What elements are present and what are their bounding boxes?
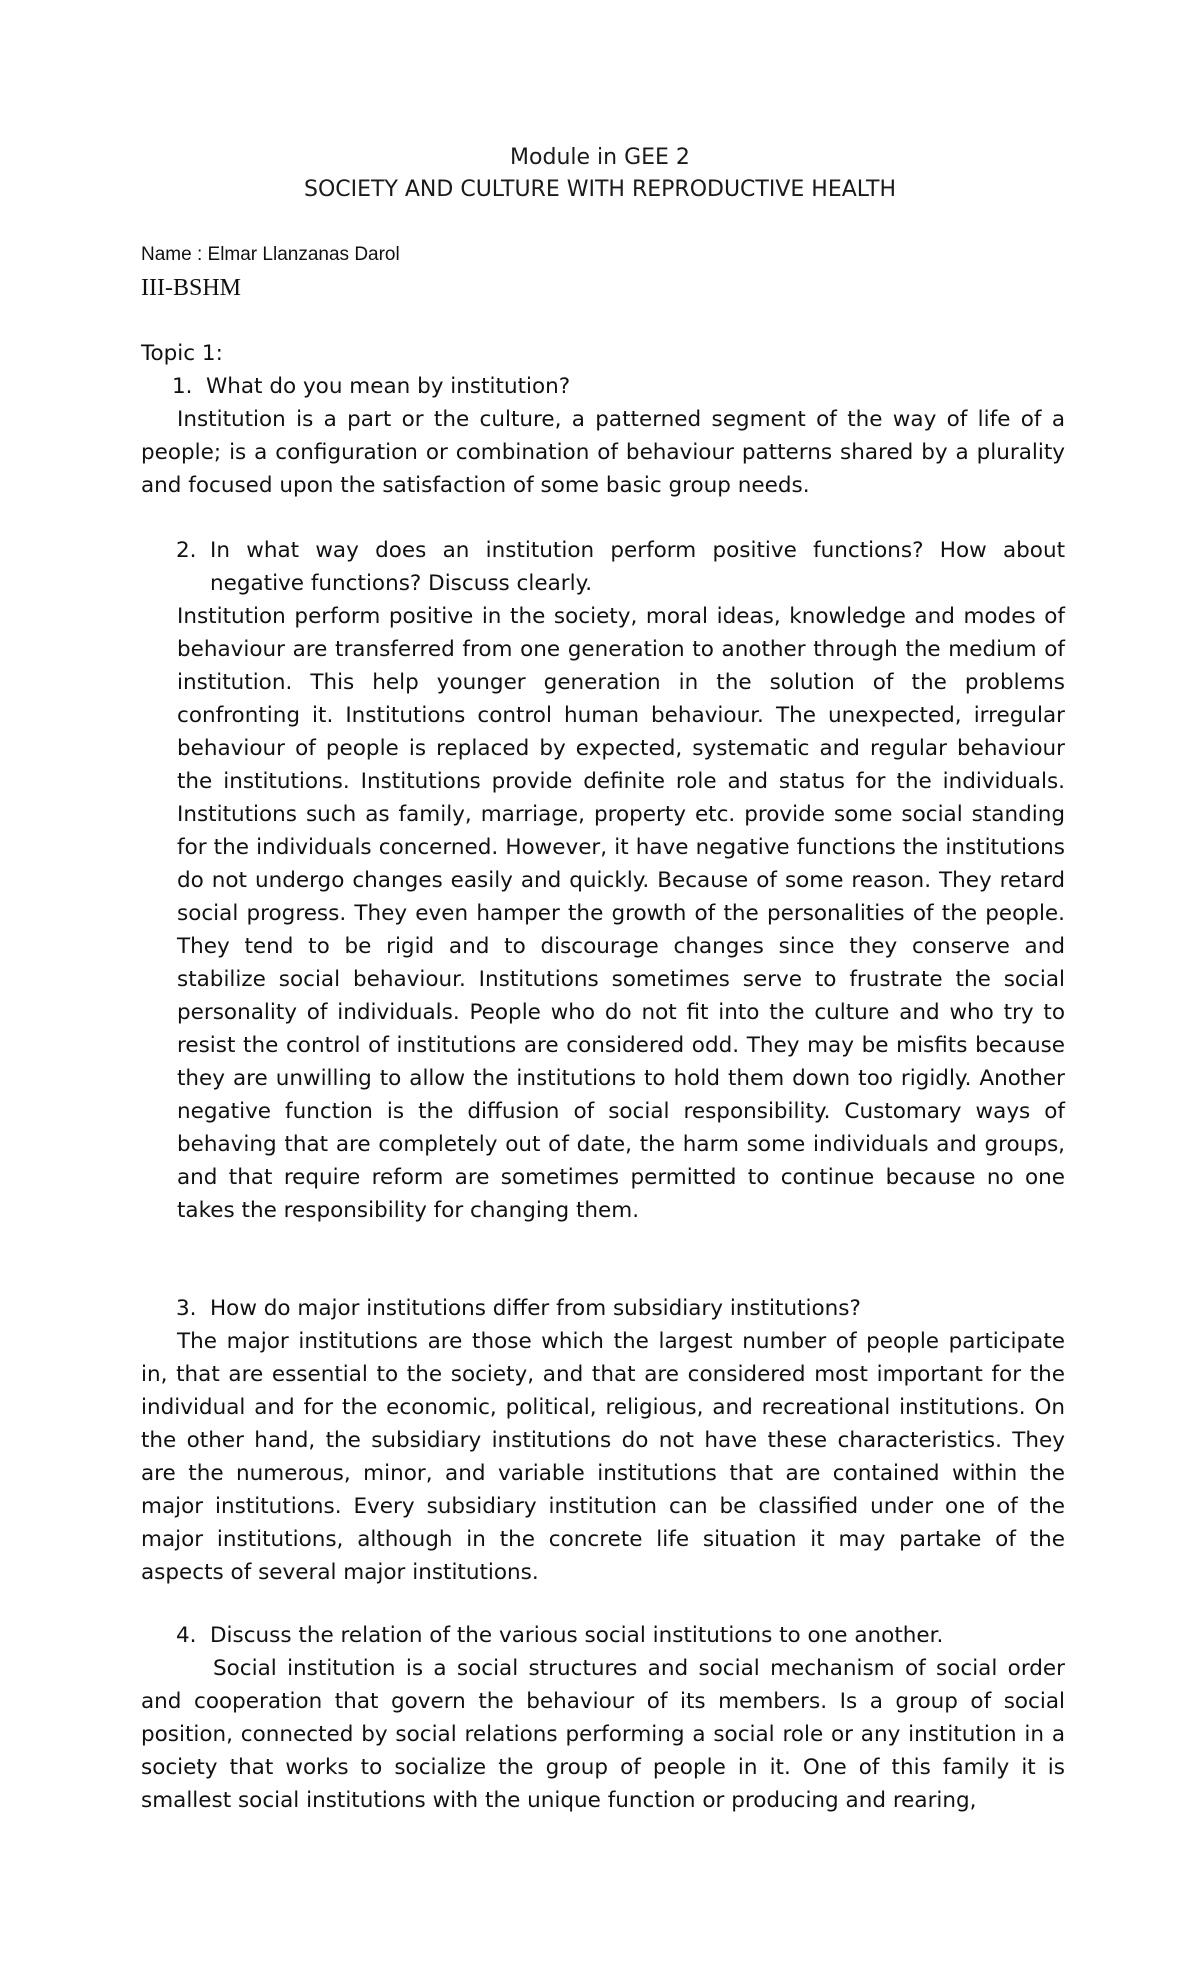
document-header xyxy=(0,142,1200,206)
question-number: 1. xyxy=(172,374,193,399)
answer-3: The major institutions are those which the largest number of people participate in, that are essential to the society, and that are considered most important for the individual and for the economic, political, religious, and recreational institutions. On the other hand, the subsidiary institutions do not have these characteristics. They are the numerous, minor, and variable institutions that are contained within the major institutions. Every subsidiary institution can be classified under one of the major institutions, although in the concrete life situation it may partake of the aspects of several major institutions. xyxy=(141,1329,1065,1585)
student-course: III-BSHM xyxy=(141,275,241,301)
question-text: How do major institutions differ from subsidiary institutions? xyxy=(210,1296,861,1321)
question-number: 2. xyxy=(176,538,197,563)
question-3 xyxy=(176,1292,1065,1325)
topic-heading: Topic 1: xyxy=(141,341,223,366)
student-name: Name : Elmar Llanzanas Darol xyxy=(141,244,400,265)
module-title: Module in GEE 2 xyxy=(510,145,690,170)
question-text: In what way does an institution perform positive functions? How about negative functions? Discuss clearly. xyxy=(210,538,1065,596)
question-2 xyxy=(176,534,1065,600)
question-number: 3. xyxy=(176,1296,197,1321)
question-text: Discuss the relation of the various social institutions to one another. xyxy=(210,1623,944,1648)
question-text: What do you mean by institution? xyxy=(206,374,571,399)
answer-4: Social institution is a social structures and social mechanism of social order and cooperation that govern the behaviour of its members. Is a group of social position, connected by social relations performing a social role or any institution in a society that works to socialize the group of people in it. One of this family it is smallest social institutions with the unique function or producing and rearing, xyxy=(141,1656,1065,1813)
question-4 xyxy=(176,1619,1065,1652)
answer-1: Institution is a part or the culture, a patterned segment of the way of life of a people; is a configuration or combination of behaviour patterns shared by a plurality and focused upon the satisfaction of some basic group needs. xyxy=(141,407,1065,498)
answer-2: Institution perform positive in the society, moral ideas, knowledge and modes of behaviour are transferred from one generation to another through the medium of institution. This help younger generation in the solution of the problems confronting it. Institutions control human behaviour. The unexpected, irregular behaviour of people is replaced by expected, systematic and regular behaviour the institutions. Institutions provide definite role and status for the individuals. Institutions such as family, marriage, property etc. provide some social standing for the individuals concerned. However, it have negative functions the institutions do not undergo changes easily and quickly. Because of some reason. They retard social progress. They even hamper the growth of the personalities of the people. They tend to be rigid and to discourage changes since they conserve and stabilize social behaviour. Institutions sometimes serve to frustrate the social personality of individuals. People who do not fit into the culture and who try to resist the control of institutions are considered odd. They may be misfits because they are unwilling to allow the institutions to hold them down too rigidly. Another negative function is the diffusion of social responsibility. Customary ways of behaving that are completely out of date, the harm some individuals and groups, and that require reform are sometimes permitted to continue because no one takes the responsibility for changing them. xyxy=(177,604,1065,1223)
question-1 xyxy=(172,370,1069,403)
course-subject-title: SOCIETY AND CULTURE WITH REPRODUCTIVE HEALTH xyxy=(303,177,896,202)
question-number: 4. xyxy=(176,1623,197,1648)
